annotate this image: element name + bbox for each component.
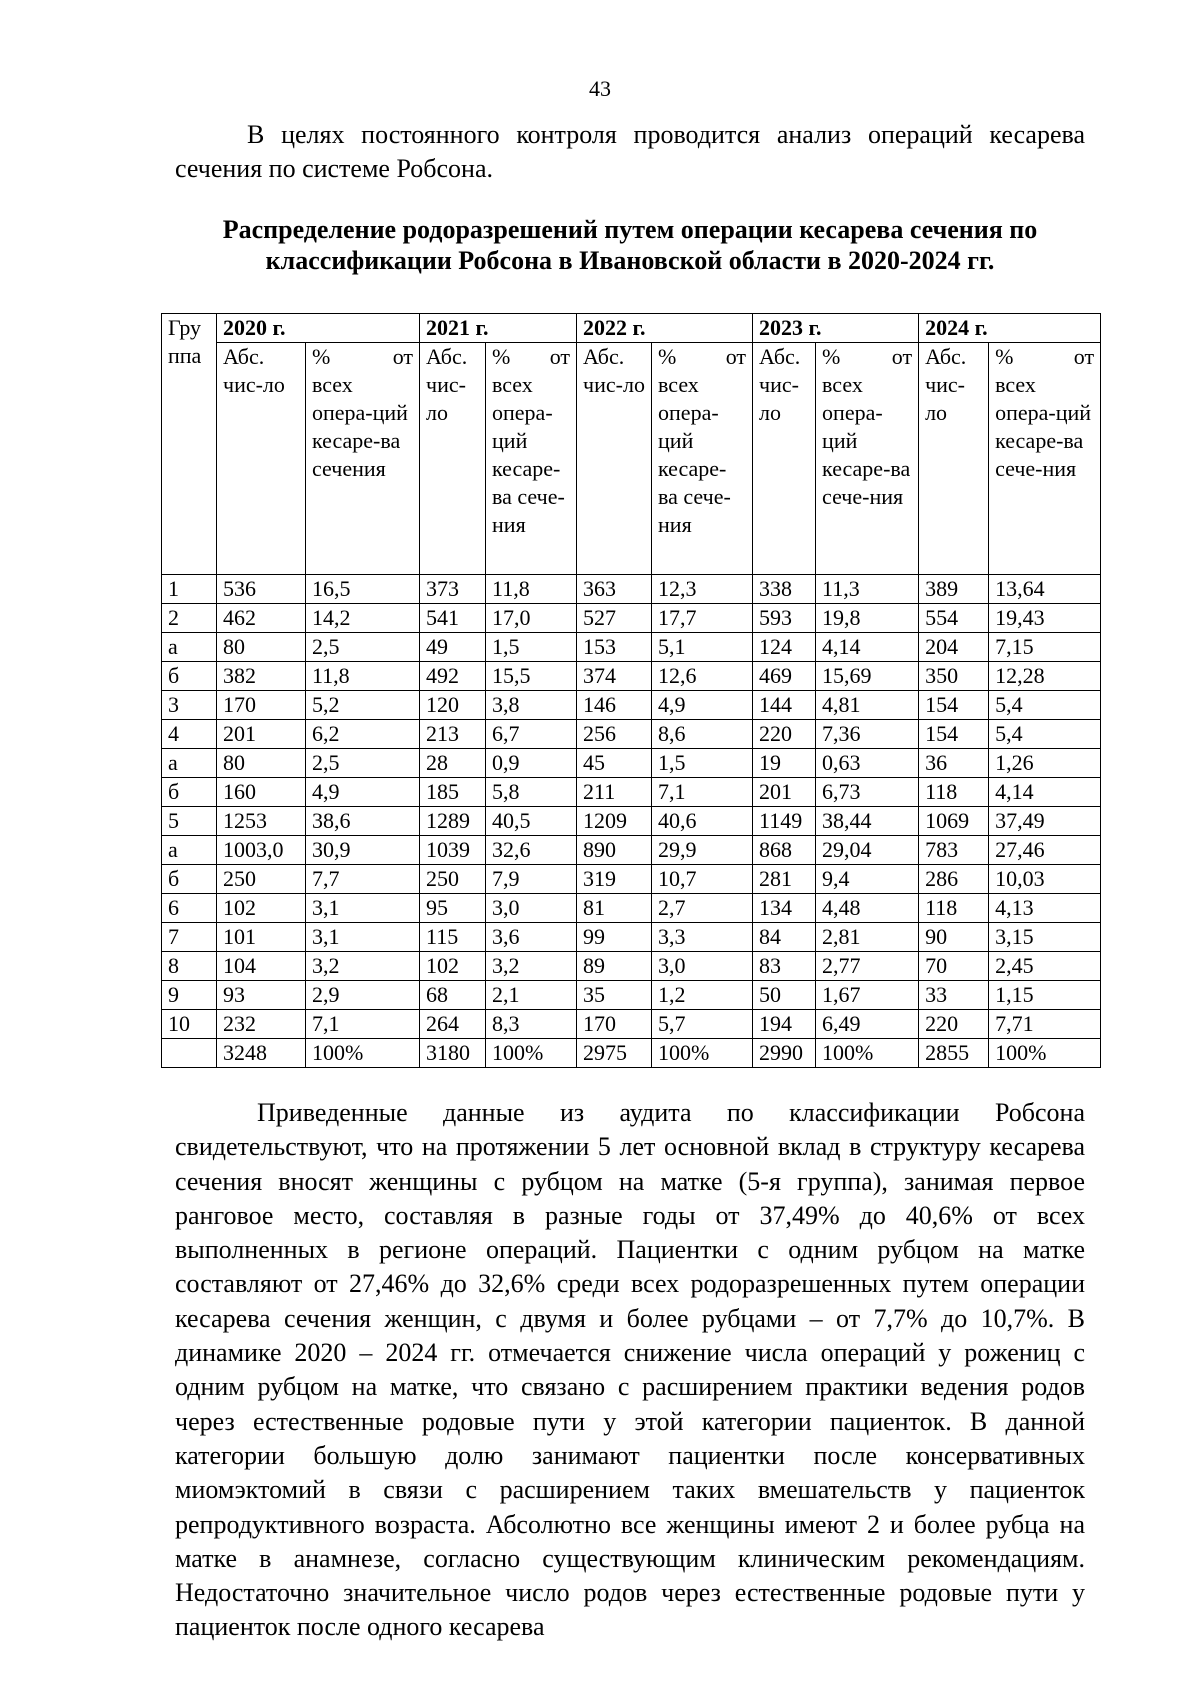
pct-from: от — [1073, 344, 1095, 369]
pct-cell: 100% — [816, 1039, 919, 1068]
pct-cell: 100% — [989, 1039, 1101, 1068]
pct-cell: 4,14 — [989, 778, 1101, 807]
pct-header-rest: всех опера-ций кесаре-ва сече-ния — [822, 372, 911, 509]
pct-cell: 8,6 — [652, 720, 753, 749]
table-row — [162, 1010, 1101, 1039]
abs-cell: 81 — [577, 894, 652, 923]
abs-cell: 101 — [217, 923, 306, 952]
pct-cell: 16,5 — [306, 575, 420, 604]
pct-cell: 2,7 — [652, 894, 753, 923]
pct-sign: % — [822, 344, 841, 369]
abs-header: Абс. чис-ло — [217, 343, 306, 575]
group-cell: б — [162, 662, 217, 691]
abs-header: Абс. чис-ло — [753, 343, 816, 575]
group-cell: 5 — [162, 807, 217, 836]
abs-cell: 250 — [420, 865, 486, 894]
abs-cell: 382 — [217, 662, 306, 691]
abs-cell: 232 — [217, 1010, 306, 1039]
abs-cell: 144 — [753, 691, 816, 720]
abs-cell: 541 — [420, 604, 486, 633]
pct-cell: 1,5 — [486, 633, 577, 662]
group-cell: 8 — [162, 952, 217, 981]
abs-cell: 104 — [217, 952, 306, 981]
year-header: 2020 г. — [217, 314, 420, 343]
abs-cell: 373 — [420, 575, 486, 604]
abs-cell: 350 — [919, 662, 989, 691]
abs-cell: 462 — [217, 604, 306, 633]
table-row — [162, 894, 1101, 923]
abs-cell: 783 — [919, 836, 989, 865]
abs-cell: 33 — [919, 981, 989, 1010]
pct-header — [652, 343, 753, 575]
pct-sign: % — [312, 344, 331, 369]
abs-cell: 220 — [919, 1010, 989, 1039]
pct-cell: 3,0 — [652, 952, 753, 981]
table-row — [162, 923, 1101, 952]
pct-cell: 7,7 — [306, 865, 420, 894]
abs-cell: 120 — [420, 691, 486, 720]
pct-header — [486, 343, 577, 575]
table-row — [162, 952, 1101, 981]
table-row — [162, 836, 1101, 865]
pct-cell: 11,8 — [486, 575, 577, 604]
abs-cell: 146 — [577, 691, 652, 720]
abs-cell: 890 — [577, 836, 652, 865]
year-header: 2024 г. — [919, 314, 1101, 343]
abs-cell: 28 — [420, 749, 486, 778]
pct-cell: 37,49 — [989, 807, 1101, 836]
group-cell: 4 — [162, 720, 217, 749]
pct-cell: 15,5 — [486, 662, 577, 691]
pct-from: от — [725, 344, 747, 369]
pct-header-rest: всех опера-ций кесаре-ва сече-ния — [658, 372, 731, 537]
abs-cell: 90 — [919, 923, 989, 952]
group-cell: б — [162, 778, 217, 807]
pct-cell: 5,1 — [652, 633, 753, 662]
abs-cell: 99 — [577, 923, 652, 952]
abs-cell: 95 — [420, 894, 486, 923]
pct-cell: 1,15 — [989, 981, 1101, 1010]
year-header: 2021 г. — [420, 314, 577, 343]
pct-cell: 19,8 — [816, 604, 919, 633]
abs-cell: 185 — [420, 778, 486, 807]
group-cell: 1 — [162, 575, 217, 604]
abs-cell: 201 — [753, 778, 816, 807]
pct-cell: 7,36 — [816, 720, 919, 749]
abs-cell: 154 — [919, 720, 989, 749]
abs-cell: 1039 — [420, 836, 486, 865]
abs-header: Абс. чис-ло — [420, 343, 486, 575]
abs-cell: 338 — [753, 575, 816, 604]
pct-cell: 29,9 — [652, 836, 753, 865]
pct-cell: 5,4 — [989, 691, 1101, 720]
table-row — [162, 662, 1101, 691]
pct-cell: 5,8 — [486, 778, 577, 807]
pct-cell: 0,9 — [486, 749, 577, 778]
abs-cell: 36 — [919, 749, 989, 778]
pct-cell: 12,28 — [989, 662, 1101, 691]
table-title: Распределение родоразрешений путем операции кесарева сечения по классификации Робсона в Ивановской области в 2020-2024 гг. — [222, 215, 1038, 275]
abs-cell: 250 — [217, 865, 306, 894]
abs-cell: 170 — [217, 691, 306, 720]
abs-cell: 201 — [217, 720, 306, 749]
pct-cell: 7,1 — [306, 1010, 420, 1039]
pct-cell: 3,6 — [486, 923, 577, 952]
pct-cell: 4,13 — [989, 894, 1101, 923]
table-row — [162, 749, 1101, 778]
pct-cell: 3,2 — [306, 952, 420, 981]
pct-cell: 7,9 — [486, 865, 577, 894]
group-header: Гру ппа — [162, 314, 217, 575]
abs-cell: 102 — [217, 894, 306, 923]
pct-cell: 1,2 — [652, 981, 753, 1010]
abs-cell: 153 — [577, 633, 652, 662]
pct-cell: 1,26 — [989, 749, 1101, 778]
pct-cell: 2,9 — [306, 981, 420, 1010]
abs-cell: 89 — [577, 952, 652, 981]
pct-cell: 30,9 — [306, 836, 420, 865]
pct-cell: 3,3 — [652, 923, 753, 952]
pct-cell: 3,1 — [306, 923, 420, 952]
pct-cell: 4,14 — [816, 633, 919, 662]
table-year-row — [162, 314, 1101, 343]
group-cell: 10 — [162, 1010, 217, 1039]
group-cell: а — [162, 749, 217, 778]
abs-header: Абс. чис-ло — [919, 343, 989, 575]
pct-cell: 5,4 — [989, 720, 1101, 749]
group-cell: 7 — [162, 923, 217, 952]
pct-cell: 100% — [486, 1039, 577, 1068]
pct-header — [989, 343, 1101, 575]
pct-cell: 40,5 — [486, 807, 577, 836]
abs-cell: 154 — [919, 691, 989, 720]
table-row — [162, 575, 1101, 604]
pct-cell: 7,71 — [989, 1010, 1101, 1039]
pct-cell: 2,5 — [306, 633, 420, 662]
pct-cell: 13,64 — [989, 575, 1101, 604]
abs-cell: 256 — [577, 720, 652, 749]
pct-cell: 3,8 — [486, 691, 577, 720]
page-number: 43 — [589, 76, 611, 101]
abs-cell: 1069 — [919, 807, 989, 836]
abs-cell: 2855 — [919, 1039, 989, 1068]
pct-cell: 2,81 — [816, 923, 919, 952]
pct-cell: 27,46 — [989, 836, 1101, 865]
pct-from: от — [392, 344, 414, 369]
pct-cell: 17,7 — [652, 604, 753, 633]
abs-cell: 319 — [577, 865, 652, 894]
abs-cell: 102 — [420, 952, 486, 981]
abs-cell: 363 — [577, 575, 652, 604]
abs-cell: 2990 — [753, 1039, 816, 1068]
pct-cell: 38,6 — [306, 807, 420, 836]
group-cell — [162, 1039, 217, 1068]
pct-cell: 6,7 — [486, 720, 577, 749]
pct-sign: % — [658, 344, 677, 369]
table-row — [162, 1039, 1101, 1068]
abs-cell: 1003,0 — [217, 836, 306, 865]
abs-cell: 170 — [577, 1010, 652, 1039]
abs-cell: 281 — [753, 865, 816, 894]
pct-cell: 4,81 — [816, 691, 919, 720]
pct-cell: 2,77 — [816, 952, 919, 981]
table-row — [162, 604, 1101, 633]
table-row — [162, 778, 1101, 807]
abs-cell: 45 — [577, 749, 652, 778]
abs-cell: 211 — [577, 778, 652, 807]
pct-header-rest: всех опера-ций кесаре-ва сече-ния — [492, 372, 565, 537]
group-cell: 3 — [162, 691, 217, 720]
abs-cell: 220 — [753, 720, 816, 749]
abs-cell: 264 — [420, 1010, 486, 1039]
pct-cell: 100% — [652, 1039, 753, 1068]
intro-paragraph: В целях постоянного контроля проводится анализ операций кесарева сечения по системе Робсона. — [175, 120, 1085, 183]
abs-cell: 1209 — [577, 807, 652, 836]
abs-cell: 84 — [753, 923, 816, 952]
group-cell: 6 — [162, 894, 217, 923]
abs-cell: 3180 — [420, 1039, 486, 1068]
abs-cell: 160 — [217, 778, 306, 807]
pct-cell: 19,43 — [989, 604, 1101, 633]
pct-from: от — [549, 344, 571, 369]
abs-cell: 50 — [753, 981, 816, 1010]
pct-cell: 3,0 — [486, 894, 577, 923]
abs-cell: 49 — [420, 633, 486, 662]
pct-cell: 9,4 — [816, 865, 919, 894]
pct-header — [306, 343, 420, 575]
pct-cell: 3,1 — [306, 894, 420, 923]
abs-cell: 93 — [217, 981, 306, 1010]
pct-cell: 1,67 — [816, 981, 919, 1010]
abs-cell: 593 — [753, 604, 816, 633]
abs-cell: 134 — [753, 894, 816, 923]
year-header: 2023 г. — [753, 314, 919, 343]
abs-cell: 80 — [217, 633, 306, 662]
abs-cell: 1149 — [753, 807, 816, 836]
pct-cell: 2,1 — [486, 981, 577, 1010]
table-subheader-row — [162, 343, 1101, 575]
group-cell: а — [162, 836, 217, 865]
pct-cell: 100% — [306, 1039, 420, 1068]
abs-cell: 70 — [919, 952, 989, 981]
abs-cell: 35 — [577, 981, 652, 1010]
group-cell: 2 — [162, 604, 217, 633]
table-row — [162, 807, 1101, 836]
pct-cell: 11,8 — [306, 662, 420, 691]
abs-cell: 2975 — [577, 1039, 652, 1068]
abs-cell: 124 — [753, 633, 816, 662]
year-header: 2022 г. — [577, 314, 753, 343]
abs-cell: 536 — [217, 575, 306, 604]
abs-cell: 868 — [753, 836, 816, 865]
pct-cell: 10,03 — [989, 865, 1101, 894]
pct-cell: 12,3 — [652, 575, 753, 604]
abs-cell: 3248 — [217, 1039, 306, 1068]
abs-cell: 68 — [420, 981, 486, 1010]
pct-header-rest: всех опера-ций кесаре-ва сечения — [312, 372, 408, 481]
abs-cell: 80 — [217, 749, 306, 778]
pct-cell: 8,3 — [486, 1010, 577, 1039]
pct-cell: 3,15 — [989, 923, 1101, 952]
pct-header-rest: всех опера-ций кесаре-ва сече-ния — [995, 372, 1092, 481]
pct-cell: 7,1 — [652, 778, 753, 807]
pct-cell: 6,49 — [816, 1010, 919, 1039]
pct-cell: 3,2 — [486, 952, 577, 981]
abs-cell: 19 — [753, 749, 816, 778]
pct-cell: 0,63 — [816, 749, 919, 778]
abs-cell: 469 — [753, 662, 816, 691]
pct-header — [816, 343, 919, 575]
pct-cell: 12,6 — [652, 662, 753, 691]
pct-cell: 14,2 — [306, 604, 420, 633]
body-paragraph: Приведенные данные из аудита по классификации Робсона свидетельствуют, что на протяжении 5 лет основной вклад в структуру кесарева сечения вносят женщины с рубцом на матке (5-я группа), занимая первое ранговое место, составляя в разные годы от 37,49% до 40,6% от всех выполненных в регионе операций. Пациентки с одним рубцом на матке составляют от 27,46% до 32,6% среди всех родоразрешенных путем операции кесарева сечения женщин, с двумя и более рубцами – от 7,7% до 10,7%. В динамике 2020 – 2024 гг. отмечается снижение числа операций у рожениц с одним рубцом на матке, что связано с расширением практики ведения родов через естественные родовые пути у этой категории пациенток. В данной категории большую долю занимают пациентки после консервативных миомэктомий в связи с расширением таких вмешательств у пациенток репродуктивного возраста. Абсолютно все женщины имеют 2 и более рубца на матке в анамнезе, согласно существующим клиническим рекомендациям. Недостаточно значительное число родов через естественные родовые пути у пациенток после одного кесарева — [175, 1098, 1085, 1642]
pct-cell: 4,9 — [652, 691, 753, 720]
pct-cell: 40,6 — [652, 807, 753, 836]
pct-cell: 2,45 — [989, 952, 1101, 981]
abs-header: Абс. чис-ло — [577, 343, 652, 575]
abs-cell: 374 — [577, 662, 652, 691]
pct-cell: 6,73 — [816, 778, 919, 807]
pct-sign: % — [995, 344, 1014, 369]
abs-cell: 213 — [420, 720, 486, 749]
abs-cell: 118 — [919, 778, 989, 807]
pct-cell: 10,7 — [652, 865, 753, 894]
group-cell: б — [162, 865, 217, 894]
pct-cell: 32,6 — [486, 836, 577, 865]
pct-cell: 5,2 — [306, 691, 420, 720]
pct-cell: 11,3 — [816, 575, 919, 604]
abs-cell: 115 — [420, 923, 486, 952]
pct-from: от — [891, 344, 913, 369]
table-row — [162, 981, 1101, 1010]
robson-table — [161, 313, 1101, 1068]
group-cell: 9 — [162, 981, 217, 1010]
pct-cell: 2,5 — [306, 749, 420, 778]
abs-cell: 554 — [919, 604, 989, 633]
abs-cell: 527 — [577, 604, 652, 633]
table-row — [162, 691, 1101, 720]
abs-cell: 389 — [919, 575, 989, 604]
pct-cell: 7,15 — [989, 633, 1101, 662]
abs-cell: 1289 — [420, 807, 486, 836]
pct-sign: % — [492, 344, 511, 369]
abs-cell: 83 — [753, 952, 816, 981]
pct-cell: 38,44 — [816, 807, 919, 836]
abs-cell: 204 — [919, 633, 989, 662]
pct-cell: 17,0 — [486, 604, 577, 633]
abs-cell: 492 — [420, 662, 486, 691]
group-cell: а — [162, 633, 217, 662]
pct-cell: 29,04 — [816, 836, 919, 865]
abs-cell: 1253 — [217, 807, 306, 836]
pct-cell: 4,48 — [816, 894, 919, 923]
table-row — [162, 720, 1101, 749]
abs-cell: 194 — [753, 1010, 816, 1039]
table-row — [162, 865, 1101, 894]
pct-cell: 15,69 — [816, 662, 919, 691]
pct-cell: 5,7 — [652, 1010, 753, 1039]
pct-cell: 4,9 — [306, 778, 420, 807]
pct-cell: 6,2 — [306, 720, 420, 749]
abs-cell: 286 — [919, 865, 989, 894]
abs-cell: 118 — [919, 894, 989, 923]
table-row — [162, 633, 1101, 662]
pct-cell: 1,5 — [652, 749, 753, 778]
